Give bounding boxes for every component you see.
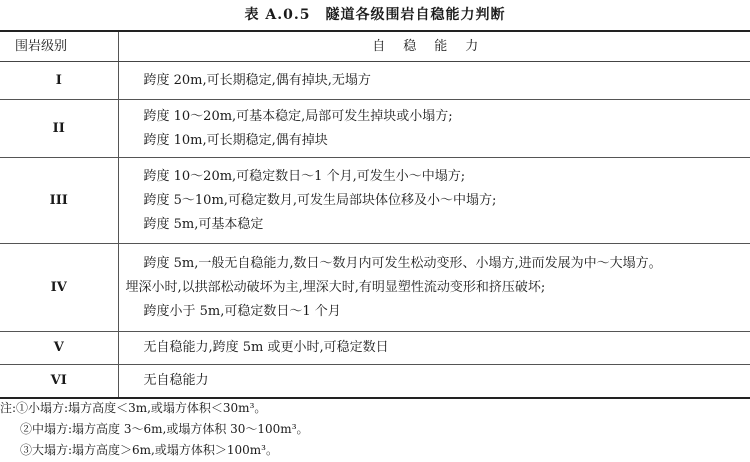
table-row	[0, 100, 750, 158]
table-row	[0, 158, 750, 244]
stability-cell	[118, 62, 750, 100]
rock-grade-cell: IV	[0, 244, 118, 332]
header-self-stability: 自稳能力	[118, 31, 750, 62]
header-rock-grade: 围岩级别	[0, 31, 118, 62]
stability-line: 无自稳能力	[143, 373, 209, 388]
stability-line: 跨度 20m,可长期稳定,偶有掉块,无塌方	[143, 72, 371, 88]
table-notes	[0, 398, 750, 461]
rock-grade-cell: II	[0, 100, 118, 158]
stability-line: 无自稳能力,跨度 5m 或更小时,可稳定数日	[143, 340, 389, 355]
stability-line: 跨度 10～20m,可基本稳定,局部可发生掉块或小塌方;	[143, 108, 453, 124]
rock-stability-table	[0, 30, 750, 399]
table-header-row	[0, 31, 750, 62]
stability-line: 跨度小于 5m,可稳定数日～1 个月	[143, 303, 341, 319]
rock-grade-cell: I	[0, 62, 118, 100]
stability-cell	[118, 365, 750, 399]
table-row	[0, 365, 750, 399]
stability-line: 跨度 5m,一般无自稳能力,数日～数月内可发生松动变形、小塌方,进而发展为中～大塌方。	[143, 255, 662, 271]
stability-line: 跨度 5m,可基本稳定	[143, 216, 264, 232]
stability-cell	[118, 244, 750, 332]
table-row	[0, 332, 750, 365]
stability-cell	[118, 332, 750, 365]
stability-line: 跨度 10m,可长期稳定,偶有掉块	[143, 132, 328, 148]
table-row	[0, 244, 750, 332]
stability-line: 埋深小时,以拱部松动破坏为主,埋深大时,有明显塑性流动变形和挤压破坏;	[125, 279, 546, 295]
table-title: 表 A.0.5 隧道各级围岩自稳能力判断	[244, 7, 506, 23]
rock-grade-cell: III	[0, 158, 118, 244]
rock-grade-cell: VI	[0, 365, 118, 399]
note-line: 注:①小塌方:塌方高度＜3m,或塌方体积＜30m³。	[0, 401, 267, 415]
note-line: ②中塌方:塌方高度 3～6m,或塌方体积 30～100m³。	[20, 422, 309, 436]
rock-grade-cell: V	[0, 332, 118, 365]
stability-line: 跨度 10～20m,可稳定数日～1 个月,可发生小～中塌方;	[143, 168, 466, 184]
stability-cell	[118, 158, 750, 244]
note-line: ③大塌方:塌方高度＞6m,或塌方体积＞100m³。	[20, 443, 278, 457]
table-row	[0, 62, 750, 100]
stability-cell	[118, 100, 750, 158]
stability-line: 跨度 5～10m,可稳定数月,可发生局部块体位移及小～中塌方;	[143, 192, 497, 208]
